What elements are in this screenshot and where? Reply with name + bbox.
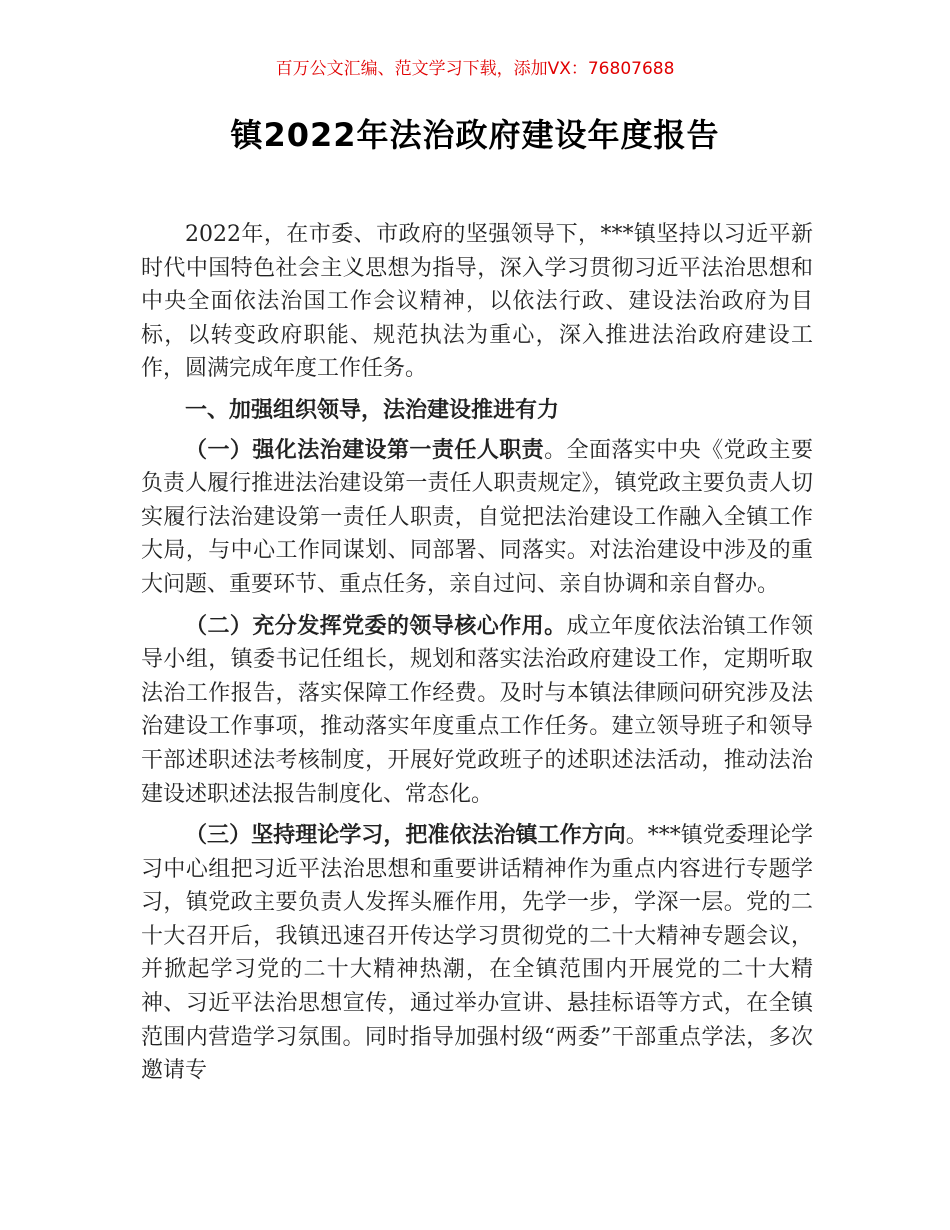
item-lead-1: （一）强化法治建设第一责任人职责 (185, 437, 545, 463)
intro-paragraph: 2022年，在市委、市政府的坚强领导下，***镇坚持以习近平新时代中国特色社会主义思想为指导，深入学习贯彻习近平法治思想和中央全面依法治国工作会议精神，以依法行政、建设法治政府为目标，以转变政府职能、规范执法为重心，深入推进法治政府建设工作，圆满完成年度工作任务。 (141, 222, 813, 382)
item-paragraph-3 (141, 819, 813, 1088)
item-lead-2: （二）充分发挥党委的领导核心作用。 (185, 613, 567, 639)
document-body (141, 218, 813, 1096)
item-text-1: 。全面落实中央《党政主要负责人履行推进法治建设第一责任人职责规定》，镇党政主要负责人切实履行法治建设第一责任人职责，自觉把法治建设工作融入全镇工作大局，与中心工作同谋划、同部署、同落实。对法治建设中涉及的重大问题、重要环节、重点任务，亲自过问、亲自协调和亲自督办。 (141, 437, 813, 597)
watermark-text: 百万公文汇编、范文学习下载，添加VX：76807688 (275, 59, 675, 79)
section-heading: 一、加强组织领导，法治建设推进有力 (185, 397, 560, 423)
item-lead-3: （三）坚持理论学习，把准依法治镇工作方向 (185, 823, 626, 849)
item-text-3: 。***镇党委理论学习中心组把习近平法治思想和重要讲话精神作为重点内容进行专题学习，镇党政主要负责人发挥头雁作用，先学一步，学深一层。党的二十大召开后，我镇迅速召开传达学习贯彻党的二十大精神专题会议，并掀起学习党的二十大精神热潮，在全镇范围内开展党的二十大精神、习近平法治思想宣传，通过举办宣讲、悬挂标语等方式，在全镇范围内营造学习氛围。同时指导加强村级“两委”干部重点学法，多次邀请专 (141, 823, 813, 1084)
item-paragraph-2 (141, 610, 813, 812)
document-title: 镇2022年法治政府建设年度报告 (230, 116, 720, 154)
item-text-2: 成立年度依法治镇工作领导小组，镇委书记任组长，规划和落实法治政府建设工作，定期听取法治工作报告，落实保障工作经费。及时与本镇法律顾问研究涉及法治建设工作事项，推动落实年度重点工作任务。建立领导班子和领导干部述职述法考核制度，开展好党政班子的述职述法活动，推动法治建设述职述法报告制度化、常态化。 (141, 613, 813, 807)
item-paragraph-1 (141, 434, 813, 602)
